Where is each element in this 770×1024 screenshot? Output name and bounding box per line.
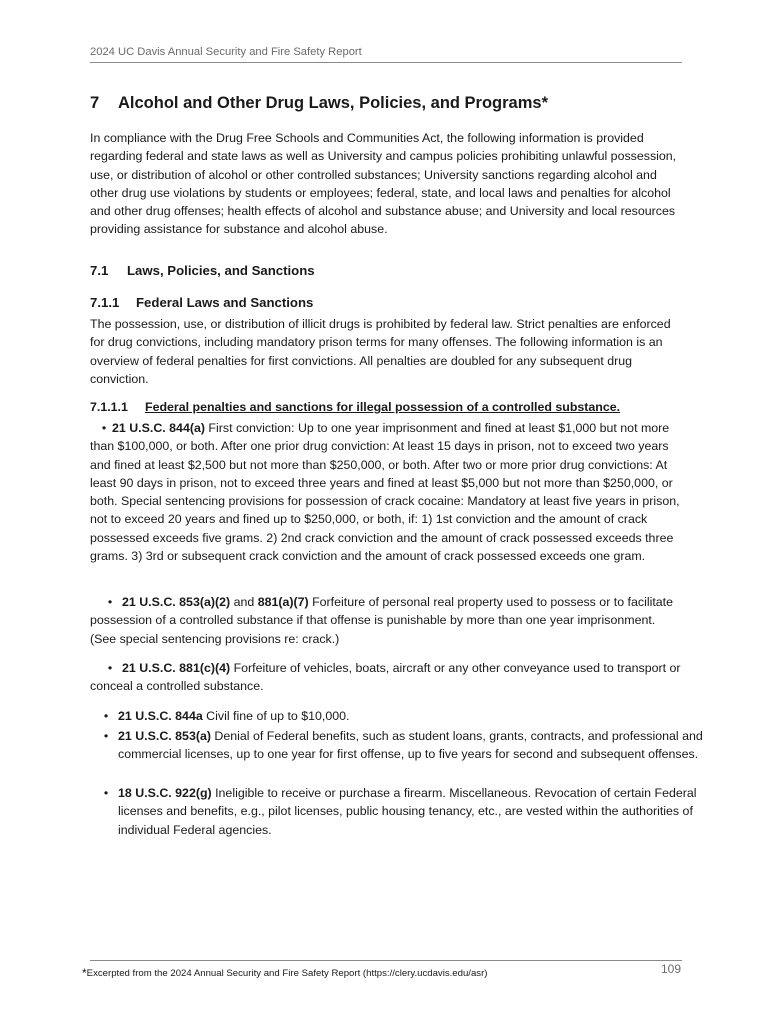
- statute-reference: 18 U.S.C. 922(g): [118, 786, 212, 800]
- penalty-item: [100, 784, 703, 839]
- section-number: 7.1.1: [90, 295, 120, 310]
- bullet-icon: •: [103, 709, 109, 723]
- chapter-heading: [90, 94, 690, 113]
- section-title: Laws, Policies, and Sanctions: [127, 263, 315, 278]
- statute-reference: 21 U.S.C. 844a: [118, 709, 203, 723]
- footnote-text: Excerpted from the 2024 Annual Security and Fire Safety Report (https://clery.ucdavis.edu/asr): [86, 968, 488, 979]
- statute-reference: 881(a)(7): [257, 595, 309, 609]
- chapter-number: 7: [90, 94, 100, 112]
- intro-paragraph: In compliance with the Drug Free Schools and Communities Act, the following information is provided regarding federal and state laws as well as University and campus policies prohibiting unlawful possession, use, or distribution of alcohol or other controlled substances; University sanctions regarding alcohol and other drug use violations by students or employees; federal, state, and local laws and penalties for alcohol and other drug offenses; health effects of alcohol and substance abuse; and University and local resources providing assistance for substance and alcohol abuse.: [90, 131, 677, 237]
- penalty-text: First conviction: Up to one year imprisonment and fined at least $1,000 but not more than $100,000, or both. After one prior drug conviction: At least 15 days in prison, not to exceed two years and fined at least $2,500 but not more than $250,000, or both. After two or more prior drug convictions: At least 90 days in prison, not to exceed three years and fined at least $5,000 but not more than $250,000, or both. Special sentencing provisions for possession of crack cocaine: Mandatory at least five years in prison, not to exceed 20 years and fined up to $250,000, or both, if: 1) 1st conviction and the amount of crack possessed exceeds five grams. 2) 2nd crack conviction and the amount of crack possessed exceeds three grams. 3) 3rd or subsequent crack conviction and the amount of crack possessed exceeds one gram.: [90, 421, 680, 564]
- section-number: 7.1: [90, 263, 109, 278]
- penalty-item: [90, 593, 682, 648]
- section-7-1-1-heading: [90, 295, 313, 310]
- penalty-item: [100, 727, 703, 764]
- bullet-icon: •: [107, 595, 113, 609]
- penalty-text: Civil fine of up to $10,000.: [202, 709, 350, 723]
- connector-text: and: [230, 595, 258, 609]
- penalty-text: Ineligible to receive or purchase a firearm. Miscellaneous. Revocation of certain Federal licenses and benefits, e.g., pilot licenses, public housing tenancy, etc., are vested within the authorities of individual Federal agencies.: [118, 786, 697, 837]
- footer-divider: [90, 960, 682, 961]
- statute-reference: 21 U.S.C. 853(a): [118, 729, 211, 743]
- statute-reference: 21 U.S.C. 853(a)(2): [122, 595, 231, 609]
- statute-reference: 21 U.S.C. 881(c)(4): [122, 661, 231, 675]
- statute-reference: 21 U.S.C. 844(a): [112, 421, 205, 435]
- page-number: 109: [660, 962, 681, 976]
- penalty-text: Forfeiture of personal real property used to possess or to facilitate possession of a controlled substance if that offense is punishable by more than one year imprisonment. (See special sentencing provisions re: crack.): [90, 595, 673, 646]
- section-title: Federal penalties and sanctions for illegal possession of a controlled substance.: [145, 400, 621, 414]
- footnote: [82, 966, 488, 980]
- bullet-icon: •: [107, 661, 113, 675]
- bullet-icon: •: [103, 786, 109, 800]
- bullet-icon: •: [101, 421, 107, 435]
- penalty-text: Forfeiture of vehicles, boats, aircraft or any other conveyance used to transport or conceal a controlled substance.: [90, 661, 681, 694]
- section-title: Federal Laws and Sanctions: [136, 295, 314, 310]
- page-header: 2024 UC Davis Annual Security and Fire Safety Report: [90, 46, 682, 63]
- bullet-icon: •: [103, 729, 109, 743]
- penalty-text: Denial of Federal benefits, such as student loans, grants, contracts, and professional and commercial licenses, up to one year for first offense, up to five years for second and subsequent offenses.: [118, 729, 703, 762]
- penalty-item: [90, 659, 682, 696]
- penalty-item: [100, 707, 703, 725]
- chapter-title: Alcohol and Other Drug Laws, Policies, and Programs*: [118, 94, 549, 112]
- section-7-1-1-1-heading: [90, 400, 620, 414]
- federal-laws-paragraph: The possession, use, or distribution of illicit drugs is prohibited by federal law. Strict penalties are enforced for drug convictions, including mandatory prison terms for many offenses. The following information is an overview of federal penalties for first convictions. All penalties are doubled for any subsequent drug conviction.: [90, 317, 671, 386]
- section-7-1-heading: [90, 263, 315, 278]
- footnote-marker: *: [82, 966, 87, 980]
- section-number: 7.1.1.1: [90, 400, 128, 414]
- penalty-item: [90, 419, 682, 565]
